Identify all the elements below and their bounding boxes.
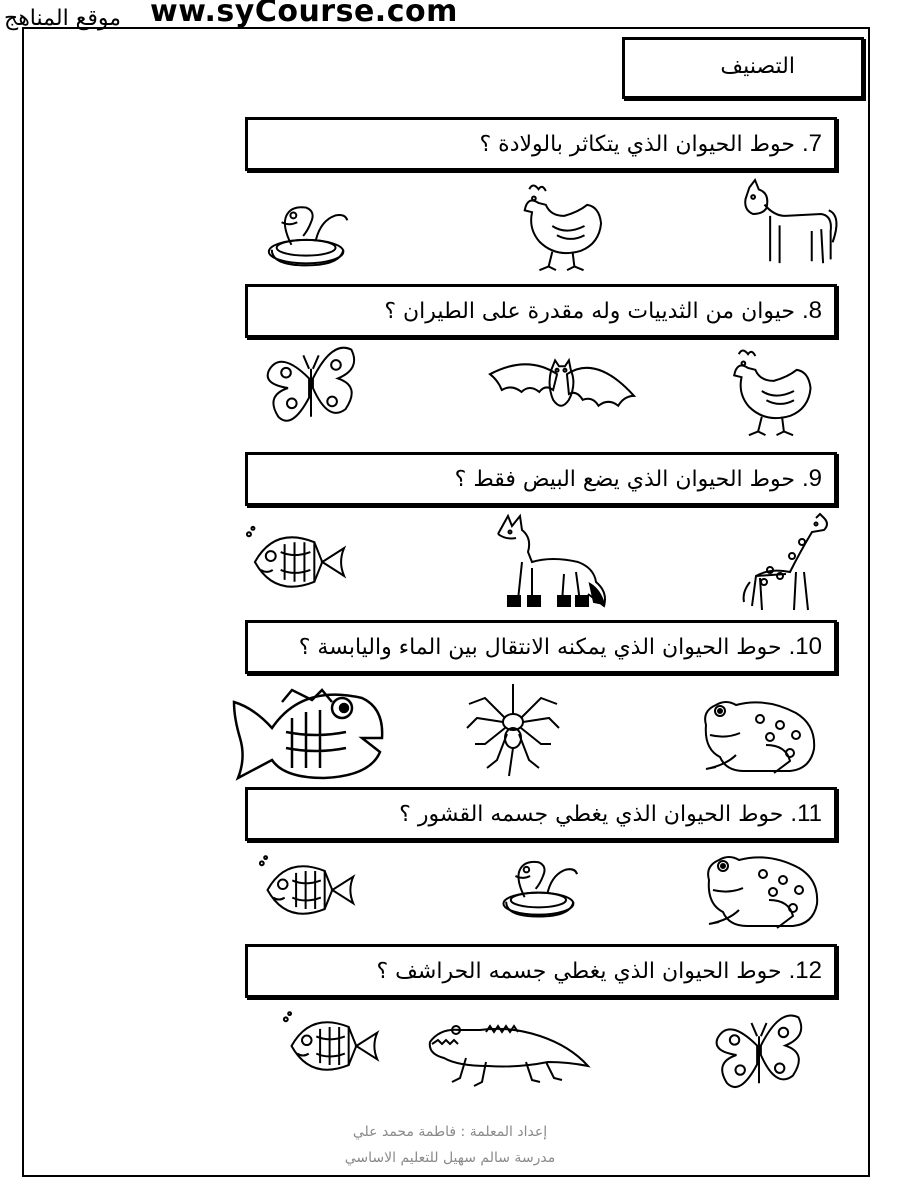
question-11-box	[245, 787, 837, 841]
butterfly-icon[interactable]	[712, 1008, 806, 1102]
hen-icon[interactable]	[725, 345, 817, 437]
question-label: حوط الحيوان الذي يغطي جسمه الحراشف ؟	[376, 959, 782, 984]
snake-icon[interactable]	[262, 200, 360, 270]
site-url[interactable]: ww.syCourse.com	[150, 0, 458, 29]
question-label: حوط الحيوان الذي يتكاثر بالولادة ؟	[479, 132, 795, 157]
frog-icon[interactable]	[700, 695, 820, 777]
title-box	[622, 37, 864, 99]
question-number: 9.	[801, 465, 822, 492]
question-10-box	[245, 620, 837, 674]
frog-icon[interactable]	[703, 850, 823, 932]
hen-icon[interactable]	[515, 180, 608, 272]
question-label: حيوان من الثدييات وله مقدرة على الطيران ؟	[384, 299, 795, 324]
question-10-text	[299, 633, 822, 661]
question-12-box	[245, 944, 837, 998]
spider-icon[interactable]	[465, 680, 561, 778]
question-11-text	[399, 800, 822, 828]
question-9-text	[455, 465, 822, 493]
fish-icon[interactable]	[258, 852, 358, 928]
snake-icon[interactable]	[497, 855, 589, 921]
footer-school: مدرسة سالم سهيل للتعليم الاساسي	[344, 1150, 556, 1166]
horse-icon[interactable]	[738, 178, 842, 268]
question-12-text	[376, 957, 822, 985]
worksheet-title: التصنيف	[720, 54, 795, 79]
crocodile-icon[interactable]	[426, 1018, 591, 1088]
bat-icon[interactable]	[488, 350, 636, 426]
question-number: 8.	[801, 297, 822, 324]
question-7-text	[480, 130, 823, 158]
giraffe-icon[interactable]	[740, 512, 830, 612]
footer-prepared-by: إعداد المعلمة : فاطمة محمد علي	[352, 1124, 548, 1140]
question-8-text	[384, 297, 822, 325]
question-label: حوط الحيوان الذي يغطي جسمه القشور ؟	[399, 802, 784, 827]
fish-icon[interactable]	[232, 688, 384, 780]
question-8-box	[245, 284, 837, 338]
fish-icon[interactable]	[282, 1008, 382, 1084]
question-label: حوط الحيوان الذي يمكنه الانتقال بين الماء واليابسة ؟	[298, 635, 782, 660]
question-7-box	[245, 117, 837, 171]
question-number: 12.	[788, 957, 822, 984]
question-number: 10.	[788, 633, 822, 660]
question-label: حوط الحيوان الذي يضع البيض فقط ؟	[454, 467, 795, 492]
question-9-box	[245, 452, 837, 506]
butterfly-icon[interactable]	[263, 340, 359, 436]
question-number: 7.	[801, 130, 822, 157]
wolf-icon[interactable]	[492, 512, 607, 610]
site-name: موقع المناهج	[4, 6, 122, 31]
fish-icon[interactable]	[245, 524, 349, 600]
question-number: 11.	[790, 800, 822, 827]
